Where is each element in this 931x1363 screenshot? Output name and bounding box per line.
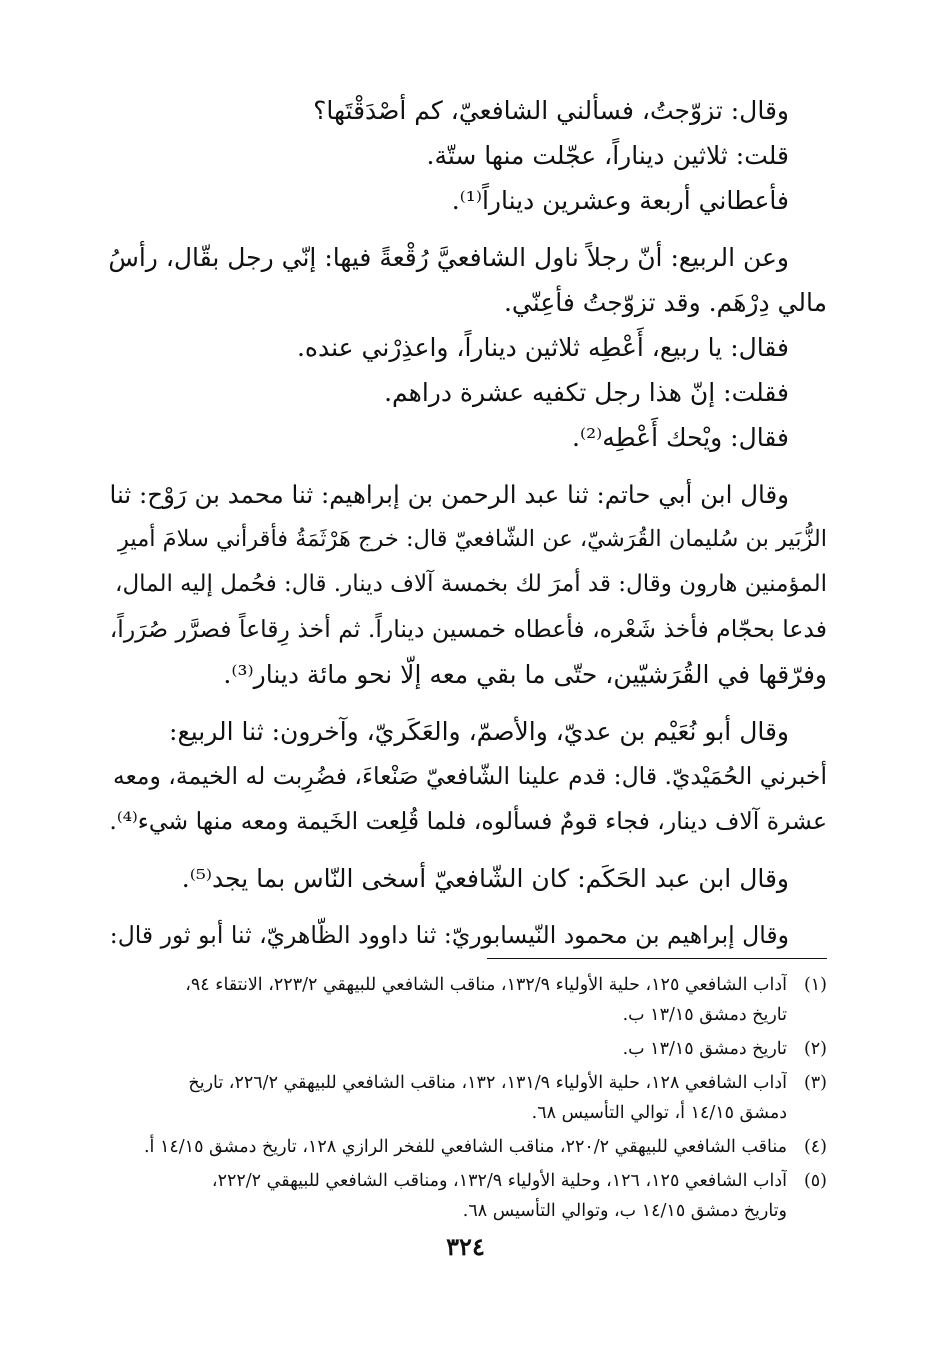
footnotes (107, 970, 827, 1230)
text-line: الزُّبَير بن سُليمان القُرَشيّ، عن الشّافعيّ قال: خرج هَرْثَمَةُ فأقرأني سلامَ أميرِ (117, 526, 827, 552)
footnote-text (107, 1034, 787, 1064)
page-number: ٣٢٤ (446, 1232, 485, 1261)
footnote-number: (٤) (803, 1137, 827, 1157)
text-line: وقال: تزوّجتُ، فسألني الشافعيّ، كم أصْدَقْتَها؟ (313, 96, 789, 125)
text-line: فقلت: إنّ هذا رجل تكفيه عشرة دراهم. (384, 378, 789, 407)
footnote-number: (٢) (803, 1039, 827, 1059)
footnote-3 (107, 1068, 827, 1128)
footnote-number: (٣) (803, 1073, 827, 1093)
footnote-2 (107, 1034, 827, 1064)
text-line: مالي دِرْهَم. وقد تزوّجتُ فأعِنّي. (503, 288, 827, 317)
paragraph-3 (107, 472, 827, 697)
text-line: فقال: يا ربيع، أَعْطِه ثلاثين ديناراً، واعذِرْني عنده. (296, 333, 789, 362)
main-text (107, 88, 827, 970)
text-line: فقال: ويْحك أَعْطِه⁽²⁾. (572, 423, 789, 452)
footnote-line: تاريخ دمشق ١٣/١٥ ب. (622, 1039, 787, 1059)
text-line: وقال إبراهيم بن محمود النّيسابوريّ: ثنا داوود الظّاهريّ، ثنا أبو ثور قال: (109, 921, 789, 949)
footnote-line: وتاريخ دمشق ١٤/١٥ ب، وتوالي التأسيس ٦٨. (462, 1201, 787, 1221)
footnote-line: آداب الشافعي ١٢٨، حلية الأولياء ١٣١/٩، ١٣٢، مناقب الشافعي للبيهقي ٢٢٦/٢، تاريخ (188, 1073, 787, 1093)
paragraph-2 (107, 235, 827, 460)
footnote-line: آداب الشافعي ١٢٥، ١٢٦، وحلية الأولياء ١٣٢/٩، ومناقب الشافعي للبيهقي ٢٢٢/٢، (211, 1171, 787, 1191)
footnote-text (107, 1166, 787, 1226)
footnote-4 (107, 1132, 827, 1162)
text-line: قلت: ثلاثين ديناراً، عجّلت منها ستّة. (426, 141, 789, 170)
footnote-line: تاريخ دمشق ١٣/١٥ ب. (622, 1005, 787, 1025)
footnote-1 (107, 970, 827, 1030)
paragraph-5 (107, 856, 827, 901)
text-line: أخبرني الحُمَيْديّ. قال: قدم علينا الشّافعيّ صَنْعاءَ، فضُرِبت له الخيمة، ومعه (112, 762, 827, 790)
footnote-line: مناقب الشافعي للبيهقي ٢٢٠/٢، مناقب الشافعي للفخر الرازي ١٢٨، تاريخ دمشق ١٤/١٥ أ. (143, 1137, 787, 1157)
text-line: وقال أبو نُعَيْم بن عديّ، والأصمّ، والعَكَريّ، وآخرون: ثنا الربيع: (169, 717, 789, 746)
footnote-line: آداب الشافعي ١٢٥، حلية الأولياء ١٣٢/٩، مناقب الشافعي للبيهقي ٢٢٣/٢، الانتقاء ٩٤، (185, 975, 787, 995)
footnote-text (107, 1068, 787, 1128)
footnote-line: دمشق ١٤/١٥ أ، توالي التأسيس ٦٨. (531, 1103, 787, 1123)
footnote-5 (107, 1166, 827, 1226)
text-line: وفرّقها في القُرَشيّين، حتّى ما بقي معه إلّا نحو مائة دينار⁽³⁾. (223, 660, 827, 689)
footnote-separator (487, 958, 827, 959)
footnote-text (107, 1132, 787, 1162)
text-line: وعن الربيع: أنّ رجلاً ناول الشافعيَّ رُقْعةً فيها: إنّي رجل بقّال، رأسُ (108, 243, 789, 272)
text-line: عشرة آلاف دينار، فجاء قومٌ فسألوه، فلما قُلِعت الخَيمة ومعه منها شيء⁽⁴⁾. (109, 807, 827, 835)
paragraph-1 (107, 88, 827, 223)
text-line: وقال ابن أبي حاتم: ثنا عبد الرحمن بن إبراهيم: ثنا محمد بن رَوْح: ثنا (109, 480, 789, 509)
footnote-text (107, 970, 787, 1030)
text-line: فأعطاني أربعة وعشرين ديناراً⁽¹⁾. (451, 186, 789, 215)
paragraph-4 (107, 709, 827, 844)
paragraph-6 (107, 913, 827, 958)
text-line: وقال ابن عبد الحَكَم: كان الشّافعيّ أسخى النّاس بما يجد⁽⁵⁾. (181, 864, 789, 893)
footnote-number: (١) (803, 975, 827, 995)
footnote-number: (٥) (803, 1171, 827, 1191)
text-line: فدعا بحجّام فأخذ شَعْره، فأعطاه خمسين ديناراً. ثم أخذ رِقاعاً فصرَّر صُرَراً، (109, 615, 827, 643)
text-line: المؤمنين هارون وقال: قد أمرَ لك بخمسة آلاف دينار. قال: فحُمل إليه المال، (115, 571, 827, 597)
